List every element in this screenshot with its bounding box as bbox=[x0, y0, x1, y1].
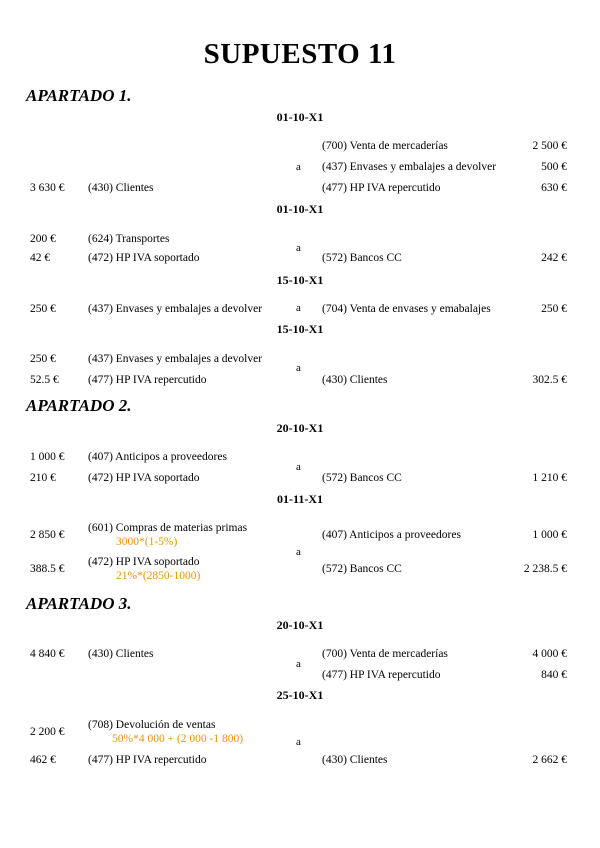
credit-account: (700) Venta de mercaderías bbox=[322, 648, 448, 660]
entry-date: 01-10-X1 bbox=[276, 110, 324, 124]
debit-account: (472) HP IVA soportado bbox=[88, 472, 200, 484]
debit-amount: 4 840 € bbox=[30, 648, 65, 660]
debit-account: (437) Envases y embalajes a devolver bbox=[88, 353, 263, 365]
debit-amount: 462 € bbox=[30, 754, 56, 766]
section-heading: APARTADO 3. bbox=[26, 594, 132, 613]
credit-amount: 2 662 € bbox=[532, 754, 567, 766]
connector-a: a bbox=[296, 161, 301, 173]
debit-account: (430) Clientes bbox=[88, 182, 154, 194]
connector-a: a bbox=[296, 302, 301, 314]
credit-account: (572) Bancos CC bbox=[322, 252, 402, 264]
debit-amount: 42 € bbox=[30, 252, 51, 264]
entry-date: 25-10-X1 bbox=[276, 688, 324, 702]
credit-amount: 4 000 € bbox=[532, 648, 567, 660]
connector-a: a bbox=[296, 546, 301, 558]
credit-account: (572) Bancos CC bbox=[322, 472, 402, 484]
credit-amount: 840 € bbox=[541, 669, 567, 681]
credit-account: (700) Venta de mercaderías bbox=[322, 140, 448, 152]
debit-account: (601) Compras de materias primas bbox=[88, 522, 248, 534]
debit-account: (472) HP IVA soportado bbox=[88, 556, 200, 568]
credit-account: (572) Bancos CC bbox=[322, 563, 402, 575]
debit-account: (708) Devolución de ventas bbox=[88, 719, 216, 731]
entry-date: 15-10-X1 bbox=[276, 322, 324, 336]
credit-amount: 302.5 € bbox=[532, 374, 567, 386]
debit-account: (407) Anticipos a proveedores bbox=[88, 451, 227, 463]
debit-amount: 52.5 € bbox=[30, 374, 59, 386]
debit-amount: 250 € bbox=[30, 353, 56, 365]
credit-account: (704) Venta de envases y emabalajes bbox=[322, 303, 491, 315]
debit-account: (430) Clientes bbox=[88, 648, 154, 660]
debit-amount: 388.5 € bbox=[30, 563, 65, 575]
entry-date: 20-10-X1 bbox=[276, 421, 324, 435]
calc-note: 3000*(1-5%) bbox=[116, 536, 178, 548]
section-heading: APARTADO 1. bbox=[26, 86, 132, 105]
connector-a: a bbox=[296, 242, 301, 254]
credit-account: (437) Envases y embalajes a devolver bbox=[322, 161, 497, 173]
connector-a: a bbox=[296, 461, 301, 473]
credit-amount: 630 € bbox=[541, 182, 567, 194]
debit-amount: 2 200 € bbox=[30, 726, 65, 738]
calc-note: 21%*(2850-1000) bbox=[116, 570, 201, 582]
credit-account: (407) Anticipos a proveedores bbox=[322, 529, 461, 541]
section-heading: APARTADO 2. bbox=[26, 396, 132, 415]
debit-amount: 250 € bbox=[30, 303, 56, 315]
debit-amount: 2 850 € bbox=[30, 529, 65, 541]
debit-amount: 1 000 € bbox=[30, 451, 65, 463]
debit-account: (437) Envases y embalajes a devolver bbox=[88, 303, 263, 315]
credit-amount: 250 € bbox=[541, 303, 567, 315]
credit-amount: 1 210 € bbox=[532, 472, 567, 484]
page-title: SUPUESTO 11 bbox=[203, 38, 397, 70]
entry-date: 01-10-X1 bbox=[276, 202, 324, 216]
connector-a: a bbox=[296, 658, 301, 670]
credit-account: (430) Clientes bbox=[322, 754, 388, 766]
debit-account: (477) HP IVA repercutido bbox=[88, 754, 207, 766]
entry-date: 15-10-X1 bbox=[276, 273, 324, 287]
debit-amount: 3 630 € bbox=[30, 182, 65, 194]
credit-account: (430) Clientes bbox=[322, 374, 388, 386]
credit-amount: 2 238.5 € bbox=[523, 563, 567, 575]
credit-amount: 500 € bbox=[541, 161, 567, 173]
connector-a: a bbox=[296, 362, 301, 374]
debit-account: (624) Transportes bbox=[88, 233, 170, 245]
credit-account: (477) HP IVA repercutido bbox=[322, 669, 441, 681]
calc-note: 50%*4 000 + (2 000 -1 800) bbox=[112, 733, 244, 745]
debit-amount: 210 € bbox=[30, 472, 56, 484]
entry-date: 01-11-X1 bbox=[277, 492, 323, 506]
credit-account: (477) HP IVA repercutido bbox=[322, 182, 441, 194]
debit-amount: 200 € bbox=[30, 233, 56, 245]
entry-date: 20-10-X1 bbox=[276, 618, 324, 632]
debit-account: (472) HP IVA soportado bbox=[88, 252, 200, 264]
credit-amount: 1 000 € bbox=[532, 529, 567, 541]
credit-amount: 242 € bbox=[541, 252, 567, 264]
credit-amount: 2 500 € bbox=[532, 140, 567, 152]
connector-a: a bbox=[296, 736, 301, 748]
debit-account: (477) HP IVA repercutido bbox=[88, 374, 207, 386]
